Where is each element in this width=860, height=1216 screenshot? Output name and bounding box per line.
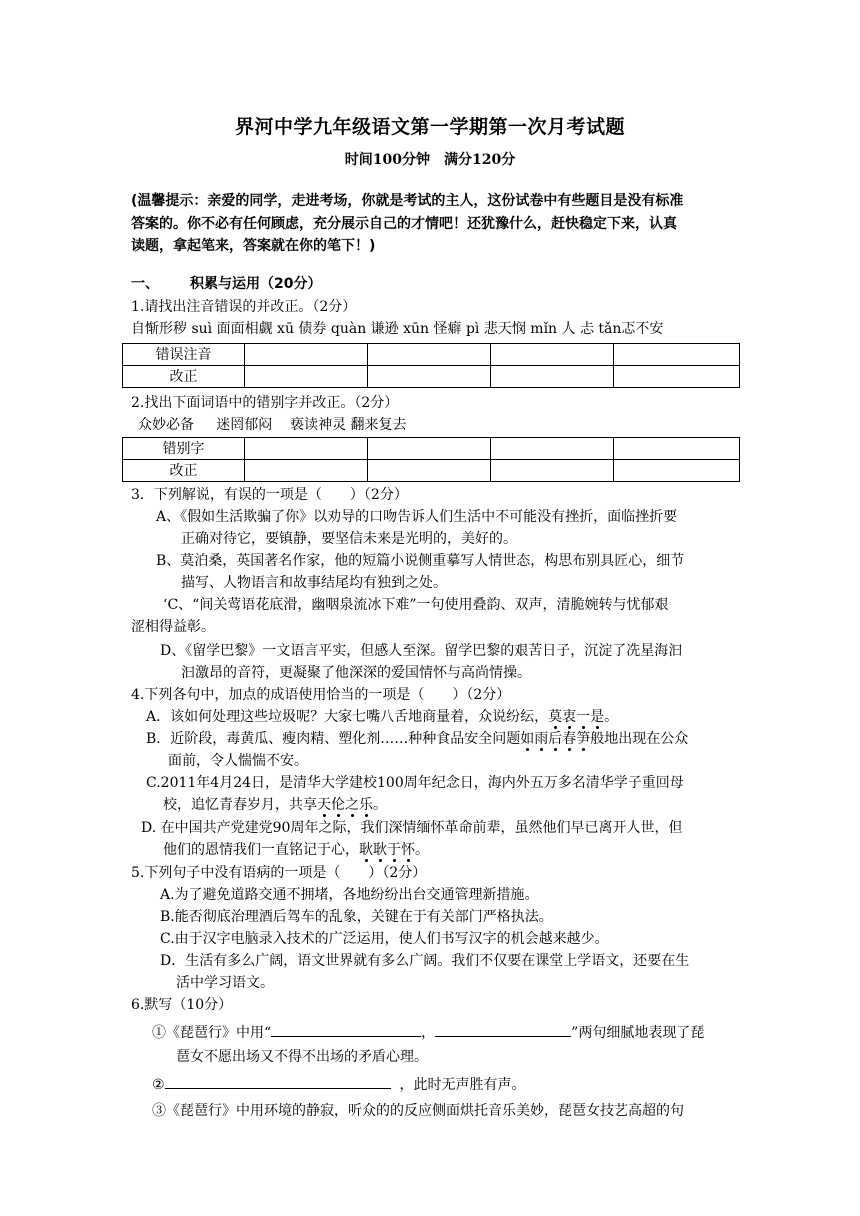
q1-word-6: 悲天悯 mǐn 人 <box>483 321 576 337</box>
q4-b-text: B．近阶段，毒黄瓜、瘦肉精、塑化剂……种种食品安全问题 <box>146 731 521 747</box>
q4-option-b-line-1 <box>146 729 688 749</box>
q4-d-end: 。 <box>415 842 429 858</box>
q1-word-1: 自惭形秽 suì <box>131 321 213 337</box>
q6-item-3: ③《琵琶行》中用环境的静寂，听众的的反应侧面烘托音乐美妙，琵琶女技艺高超的句 <box>152 1103 684 1119</box>
answer-cell[interactable] <box>368 344 491 366</box>
answer-cell[interactable] <box>614 366 740 388</box>
q4-option-d-line-1: D. 在中国共产党建党90周年之际，我们深情缅怀革命前辈，虽然他们早已离开人世，但 <box>141 820 683 836</box>
q3-option-d-line-1: D、《留学巴黎》一文语言平实，但感人至深。留学巴黎的艰苦日子，沉淀了冼星海汩 <box>160 643 683 659</box>
dotted-character: 是 <box>590 709 605 725</box>
answer-cell[interactable] <box>368 366 491 388</box>
q6-item-1 <box>152 1022 704 1043</box>
q6-item-1-comma: ， <box>421 1025 436 1041</box>
q3-option-d-line-2: 汩激昂的音符，更凝聚了他深深的爱国情怀与高尚情操。 <box>181 665 531 681</box>
q1-word-4: 谦逊 xūn <box>370 321 430 337</box>
q2-answer-table <box>122 437 740 482</box>
q1-prompt: 1.请找出注音错误的并改正。（2分） <box>131 299 357 315</box>
exam-subtitle: 时间100分钟 满分120分 <box>344 152 516 168</box>
q5-option-b: B.能否彻底治理酒后驾车的乱象，关键在于有关部门严格执法。 <box>160 909 553 925</box>
dotted-character: 怀 <box>401 842 415 858</box>
q3-option-a-line-2: 正确对待它，要镇静，要坚信未来是光明的，美好的。 <box>181 531 517 547</box>
dotted-character: 莫 <box>548 709 563 725</box>
reminder-line-3: 读题，拿起笔来，答案就在你的笔下！) <box>131 238 376 254</box>
dotted-character: 天 <box>317 797 331 813</box>
q5-option-c: C.由于汉字电脑录入技术的广泛运用，使人们书写汉字的机会越来越少。 <box>160 931 609 947</box>
q4-a-text: A．该如何处理这些垃圾呢？大家七嘴八舌地商量着，众说纷纭， <box>146 709 549 725</box>
fill-blank[interactable] <box>165 1074 391 1089</box>
q1-answer-table <box>122 343 740 388</box>
answer-cell[interactable] <box>491 344 614 366</box>
q4-option-b-line-2: 面前，令人惴惴不安。 <box>168 753 308 769</box>
q1-words <box>131 319 663 339</box>
dotted-character: 衷 <box>562 709 577 725</box>
q2-words <box>138 415 407 435</box>
q5-option-d-line-1: D．生活有多么广阔，语文世界就有多么广阔。我们不仅要在课堂上学语文，还要在生 <box>160 953 690 969</box>
dotted-character: 一 <box>576 709 591 725</box>
section-1-number: 一、 <box>131 276 159 292</box>
q6-item-1-continued: 琶女不愿出场又不得不出场的矛盾心理。 <box>176 1049 428 1065</box>
q4-b-dotted-idiom <box>520 731 590 747</box>
q4-a-dotted-idiom <box>548 709 604 725</box>
q4-c-dotted-idiom <box>317 797 373 813</box>
q6-item-1-text: ①《琵琶行》中用“ <box>152 1025 272 1041</box>
table-row <box>123 366 740 388</box>
answer-cell[interactable] <box>491 460 614 482</box>
dotted-character: 伦 <box>331 797 345 813</box>
q3-option-b-line-1: B、莫泊桑，英国著名作家，他的短篇小说侧重摹写人情世态，构思布别具匠心，细节 <box>156 553 685 569</box>
dotted-character: 耿 <box>359 842 373 858</box>
answer-cell[interactable] <box>614 460 740 482</box>
q2-word-3: 亵读神灵 <box>290 417 347 433</box>
dotted-character: 之 <box>345 797 359 813</box>
q6-item-2 <box>152 1074 525 1095</box>
q5-option-a: A.为了避免道路交通不拥堵，各地纷纷出台交通管理新措施。 <box>160 887 539 903</box>
q1-word-7: 忐 tǎn忑不安 <box>579 321 664 337</box>
q3-option-b-line-2: 描写、人物语言和故事结尾均有独到之处。 <box>181 575 447 591</box>
q4-a-end: 。 <box>604 709 619 725</box>
q6-item-2-end: ，此时无声胜有声。 <box>399 1077 526 1093</box>
answer-cell[interactable] <box>491 438 614 460</box>
q2-word-2: 迷罔郁闷 <box>216 417 273 433</box>
answer-cell[interactable] <box>245 438 368 460</box>
q4-option-c-line-1: C.2011年4月24日，是清华大学建校100周年纪念日，海内外五万多名清华学子重回母 <box>146 775 684 791</box>
answer-cell[interactable] <box>368 460 491 482</box>
answer-cell[interactable] <box>368 438 491 460</box>
q2-prompt: 2.找出下面词语中的错别字并改正。（2分） <box>131 395 399 411</box>
dotted-character: 耿 <box>373 842 387 858</box>
table-row <box>123 344 740 366</box>
q2-row-label: 错别字 <box>123 438 245 460</box>
exam-title: 界河中学九年级语文第一学期第一次月考试题 <box>234 116 625 138</box>
q1-word-3: 债券 quàn <box>298 321 367 337</box>
q1-word-5: 怪癖 pì <box>433 321 480 337</box>
q3-option-c-line-1: ‘C、“间关莺语花底滑，幽咽泉流冰下难”一句使用叠韵、双声，清脆婉转与忧郁艰 <box>163 597 669 613</box>
q4-option-c-line-2 <box>163 795 387 815</box>
dotted-character: 春 <box>562 731 577 747</box>
q4-option-d-line-2 <box>163 840 429 860</box>
answer-cell[interactable] <box>614 344 740 366</box>
dotted-character: 雨 <box>534 731 549 747</box>
answer-cell[interactable] <box>245 460 368 482</box>
fill-blank[interactable] <box>271 1022 421 1037</box>
answer-cell[interactable] <box>245 366 368 388</box>
q4-c-text: 校，追忆青春岁月，共享 <box>163 797 317 813</box>
q4-d-text: 他们的恩情我们一直铭记于心， <box>163 842 359 858</box>
answer-cell[interactable] <box>491 366 614 388</box>
q6-item-2-number: ② <box>152 1077 165 1093</box>
q2-word-4: 翻来复去 <box>350 417 407 433</box>
fill-blank[interactable] <box>435 1022 571 1037</box>
q3-prompt: 3．下列解说，有误的一项是（ ）（2分） <box>131 487 408 503</box>
q4-option-a <box>146 707 618 727</box>
q3-option-a-line-1: A、《假如生活欺骗了你》以劝导的口吻告诉人们生活中不可能没有挫折，面临挫折要 <box>156 509 678 525</box>
q3-option-c-line-2: 涩相得益彰。 <box>131 619 215 635</box>
q4-c-end: 。 <box>373 797 387 813</box>
q2-word-1: 众妙必备 <box>138 417 194 433</box>
q5-option-d-line-2: 活中学习语文。 <box>176 975 274 991</box>
dotted-character: 于 <box>387 842 401 858</box>
q4-prompt: 4.下列各句中，加点的成语使用恰当的一项是（ ）（2分） <box>131 687 511 703</box>
answer-cell[interactable] <box>614 438 740 460</box>
q4-b-end: 般地出现在公众 <box>590 731 689 747</box>
reminder-line-1: (温馨提示：亲爱的同学，走进考场，你就是考试的主人，这份试卷中有些题目是没有标准 <box>131 193 684 209</box>
table-row <box>123 460 740 482</box>
q5-prompt: 5.下列句子中没有语病的一项是（ ）（2分） <box>131 865 427 881</box>
q2-row-label: 改正 <box>123 460 245 482</box>
q4-d-dotted-idiom <box>359 842 415 858</box>
q6-item-1-end: ”两句细腻地表现了琵 <box>571 1025 705 1041</box>
table-row <box>123 438 740 460</box>
q1-row-label: 改正 <box>123 366 245 388</box>
dotted-character: 乐 <box>359 797 373 813</box>
dotted-character: 后 <box>548 731 563 747</box>
reminder-line-2: 答案的。你不必有任何顾虑，充分展示自己的才情吧！还犹豫什么，赶快稳定下来，认真 <box>131 216 677 232</box>
section-1-heading: 积累与运用（20分） <box>190 276 322 292</box>
q1-row-label: 错误注音 <box>123 344 245 366</box>
dotted-character: 笋 <box>576 731 591 747</box>
dotted-character: 如 <box>520 731 535 747</box>
q6-prompt: 6.默写（10分） <box>131 997 233 1013</box>
answer-cell[interactable] <box>245 344 368 366</box>
q1-word-2: 面面相觑 xū <box>216 321 294 337</box>
